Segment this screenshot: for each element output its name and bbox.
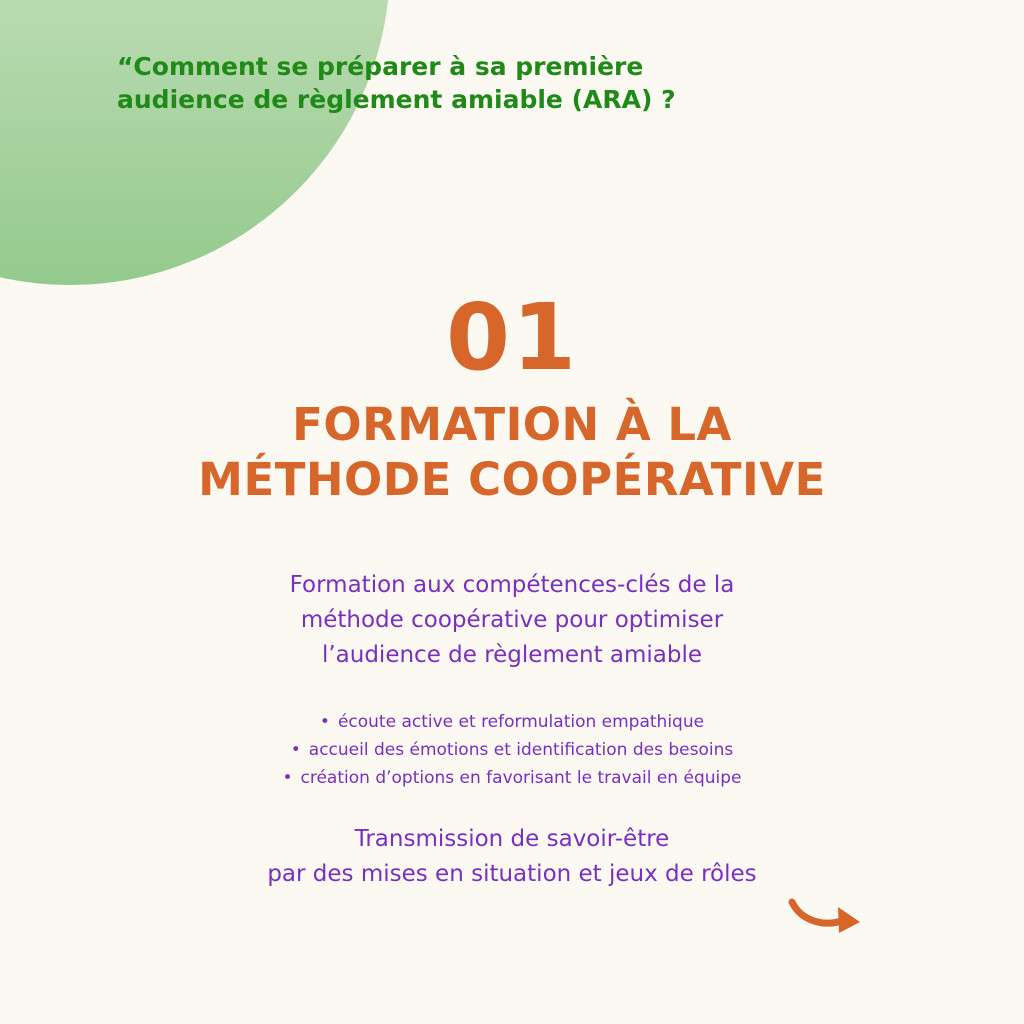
header-line-1: “Comment se préparer à sa première [117, 52, 644, 81]
intro-line-1: Formation aux compétences-clés de la [289, 572, 735, 598]
closing-line-2: par des mises en situation et jeux de rôles [267, 861, 757, 887]
section-number: 01 [445, 284, 579, 391]
list-item [0, 708, 1024, 736]
intro-paragraph [0, 568, 1024, 673]
page-header-question [117, 50, 757, 116]
section-title [0, 397, 1024, 507]
curved-arrow-right-icon[interactable] [788, 893, 862, 937]
bullet-dot-icon: • [282, 768, 293, 788]
title-line-2: MÉTHODE COOPÉRATIVE [198, 453, 826, 506]
closing-line-1: Transmission de savoir-être [354, 826, 670, 852]
closing-paragraph [0, 822, 1024, 892]
intro-line-2: méthode coopérative pour optimiser [300, 607, 724, 633]
list-item [0, 764, 1024, 792]
list-item-text: accueil des émotions et identification des besoins [308, 740, 734, 760]
intro-line-3: l’audience de règlement amiable [321, 642, 703, 668]
bullet-dot-icon: • [290, 740, 301, 760]
skills-list [0, 708, 1024, 792]
list-item-text: écoute active et reformulation empathique [337, 712, 705, 732]
header-line-2: audience de règlement amiable (ARA) ? [117, 85, 676, 114]
title-line-1: FORMATION À LA [292, 398, 732, 451]
bullet-dot-icon: • [319, 712, 330, 732]
list-item [0, 736, 1024, 764]
decorative-green-circle [0, 0, 390, 285]
list-item-text: création d’options en favorisant le travail en équipe [300, 768, 742, 788]
